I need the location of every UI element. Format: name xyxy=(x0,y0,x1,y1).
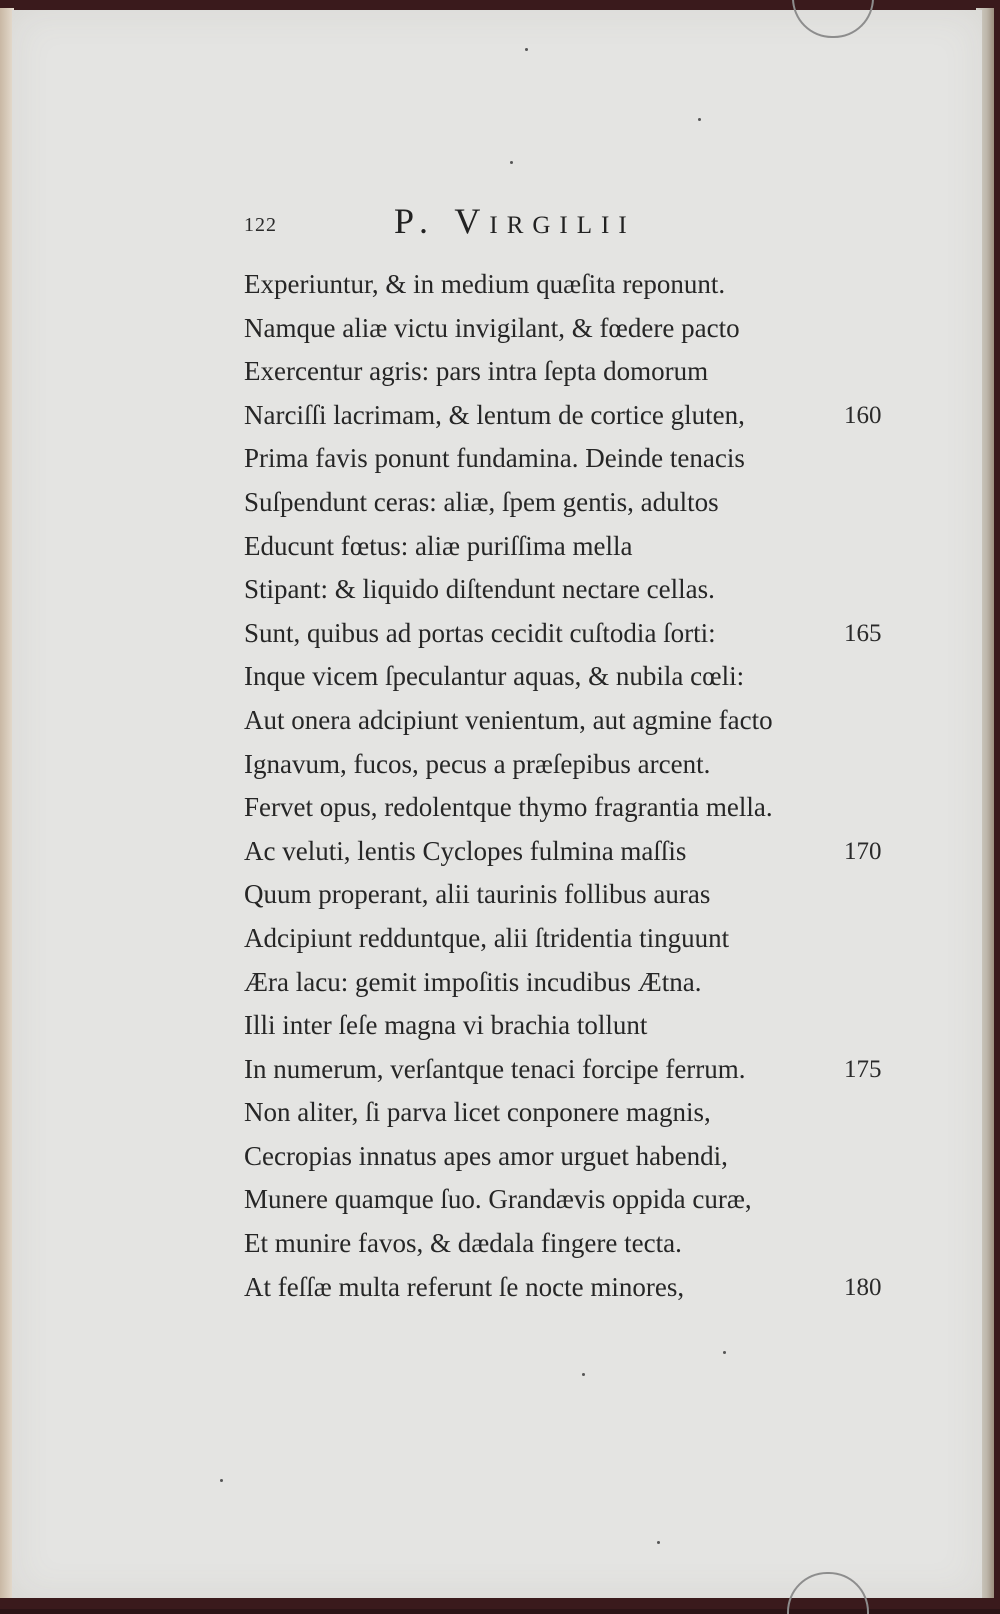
verse-line xyxy=(244,1004,884,1048)
verse-line xyxy=(244,873,884,917)
verse-line xyxy=(244,350,884,394)
verse-text: At feſſæ multa referunt ſe nocte minores, xyxy=(244,1271,685,1302)
verse-text: Aut onera adcipiunt venientum, aut agmine facto xyxy=(244,704,773,735)
verse-text: Experiuntur, & in medium quæſita reponunt. xyxy=(244,269,726,299)
line-number: 165 xyxy=(844,619,882,647)
verse-line xyxy=(244,830,884,874)
verse-line xyxy=(244,786,884,830)
verse-text: Quum properant, alii taurinis follibus auras xyxy=(244,879,711,910)
line-number: 160 xyxy=(844,401,882,429)
verse-text: Prima favis ponunt fundamina. Deinde tenacis xyxy=(244,443,745,474)
speck xyxy=(220,1479,223,1482)
verse-line xyxy=(244,743,884,787)
verse-line xyxy=(244,525,884,569)
verse-text: Sunt, quibus ad portas cecidit cuſtodia ſorti: xyxy=(244,617,716,648)
running-title: P. Virgilii xyxy=(394,201,636,241)
verse-line xyxy=(244,917,884,961)
verse-line xyxy=(244,1222,884,1266)
clip-top xyxy=(792,0,874,38)
verse-block xyxy=(244,263,884,1309)
verse-line xyxy=(244,1266,884,1310)
verse-text: Inque vicem ſpeculantur aquas, & nubila cœli: xyxy=(244,661,745,692)
verse-line xyxy=(244,1135,884,1179)
verse-text: Namque aliæ victu invigilant, & fœdere pacto xyxy=(244,312,740,343)
verse-text: Suſpendunt ceras: aliæ, ſpem gentis, adultos xyxy=(244,486,719,517)
verse-text: Illi inter ſeſe magna vi brachia tollunt xyxy=(244,1010,648,1041)
verse-text: Non aliter, ſi parva licet conponere magnis, xyxy=(244,1097,711,1128)
speck xyxy=(698,118,701,121)
verse-text: Æra lacu: gemit impoſitis incudibus Ætna. xyxy=(244,966,702,997)
verse-text: Et munire favos, & dædala fingere tecta. xyxy=(244,1228,682,1259)
speck xyxy=(657,1541,660,1544)
verse-text: Narciſſi lacrimam, & lentum de cortice gluten, xyxy=(244,399,745,430)
speck xyxy=(582,1373,585,1376)
verse-text: Ignavum, fucos, pecus a præſepibus arcent. xyxy=(244,748,711,779)
verse-text: Adcipiunt redduntque, alii ſtridentia tinguunt xyxy=(244,922,730,953)
verse-text: Educunt fœtus: aliæ puriſſima mella xyxy=(244,530,633,561)
page-header xyxy=(244,200,764,250)
speck xyxy=(525,48,528,51)
verse-text: Fervet opus, redolentque thymo fragrantia mella. xyxy=(244,792,773,823)
line-number: 180 xyxy=(844,1273,882,1301)
verse-text: Ac veluti, lentis Cyclopes fulmina maſſis xyxy=(244,835,687,866)
page-number: 122 xyxy=(244,214,277,236)
verse-line xyxy=(244,612,884,656)
verse-text: Cecropias innatus apes amor urguet habendi, xyxy=(244,1140,728,1171)
clip-bottom xyxy=(787,1572,869,1614)
verse-line xyxy=(244,961,884,1005)
verse-line xyxy=(244,263,884,307)
book-page xyxy=(12,10,982,1598)
speck xyxy=(723,1351,726,1354)
verse-line xyxy=(244,394,884,438)
verse-line xyxy=(244,1091,884,1135)
verse-line xyxy=(244,1048,884,1092)
verse-line xyxy=(244,481,884,525)
line-number: 175 xyxy=(844,1055,882,1083)
verse-line xyxy=(244,568,884,612)
speck xyxy=(510,161,513,164)
verse-text: Munere quamque ſuo. Grandævis oppida curæ, xyxy=(244,1184,752,1215)
verse-line xyxy=(244,1178,884,1222)
verse-line xyxy=(244,699,884,743)
verse-line xyxy=(244,655,884,699)
line-number: 170 xyxy=(844,837,882,865)
verse-text: In numerum, verſantque tenaci forcipe ferrum. xyxy=(244,1053,746,1084)
verse-text: Exercentur agris: pars intra ſepta domorum xyxy=(244,356,709,387)
verse-line xyxy=(244,437,884,481)
verse-text: Stipant: & liquido diſtendunt nectare cellas. xyxy=(244,574,715,605)
verse-line xyxy=(244,307,884,351)
